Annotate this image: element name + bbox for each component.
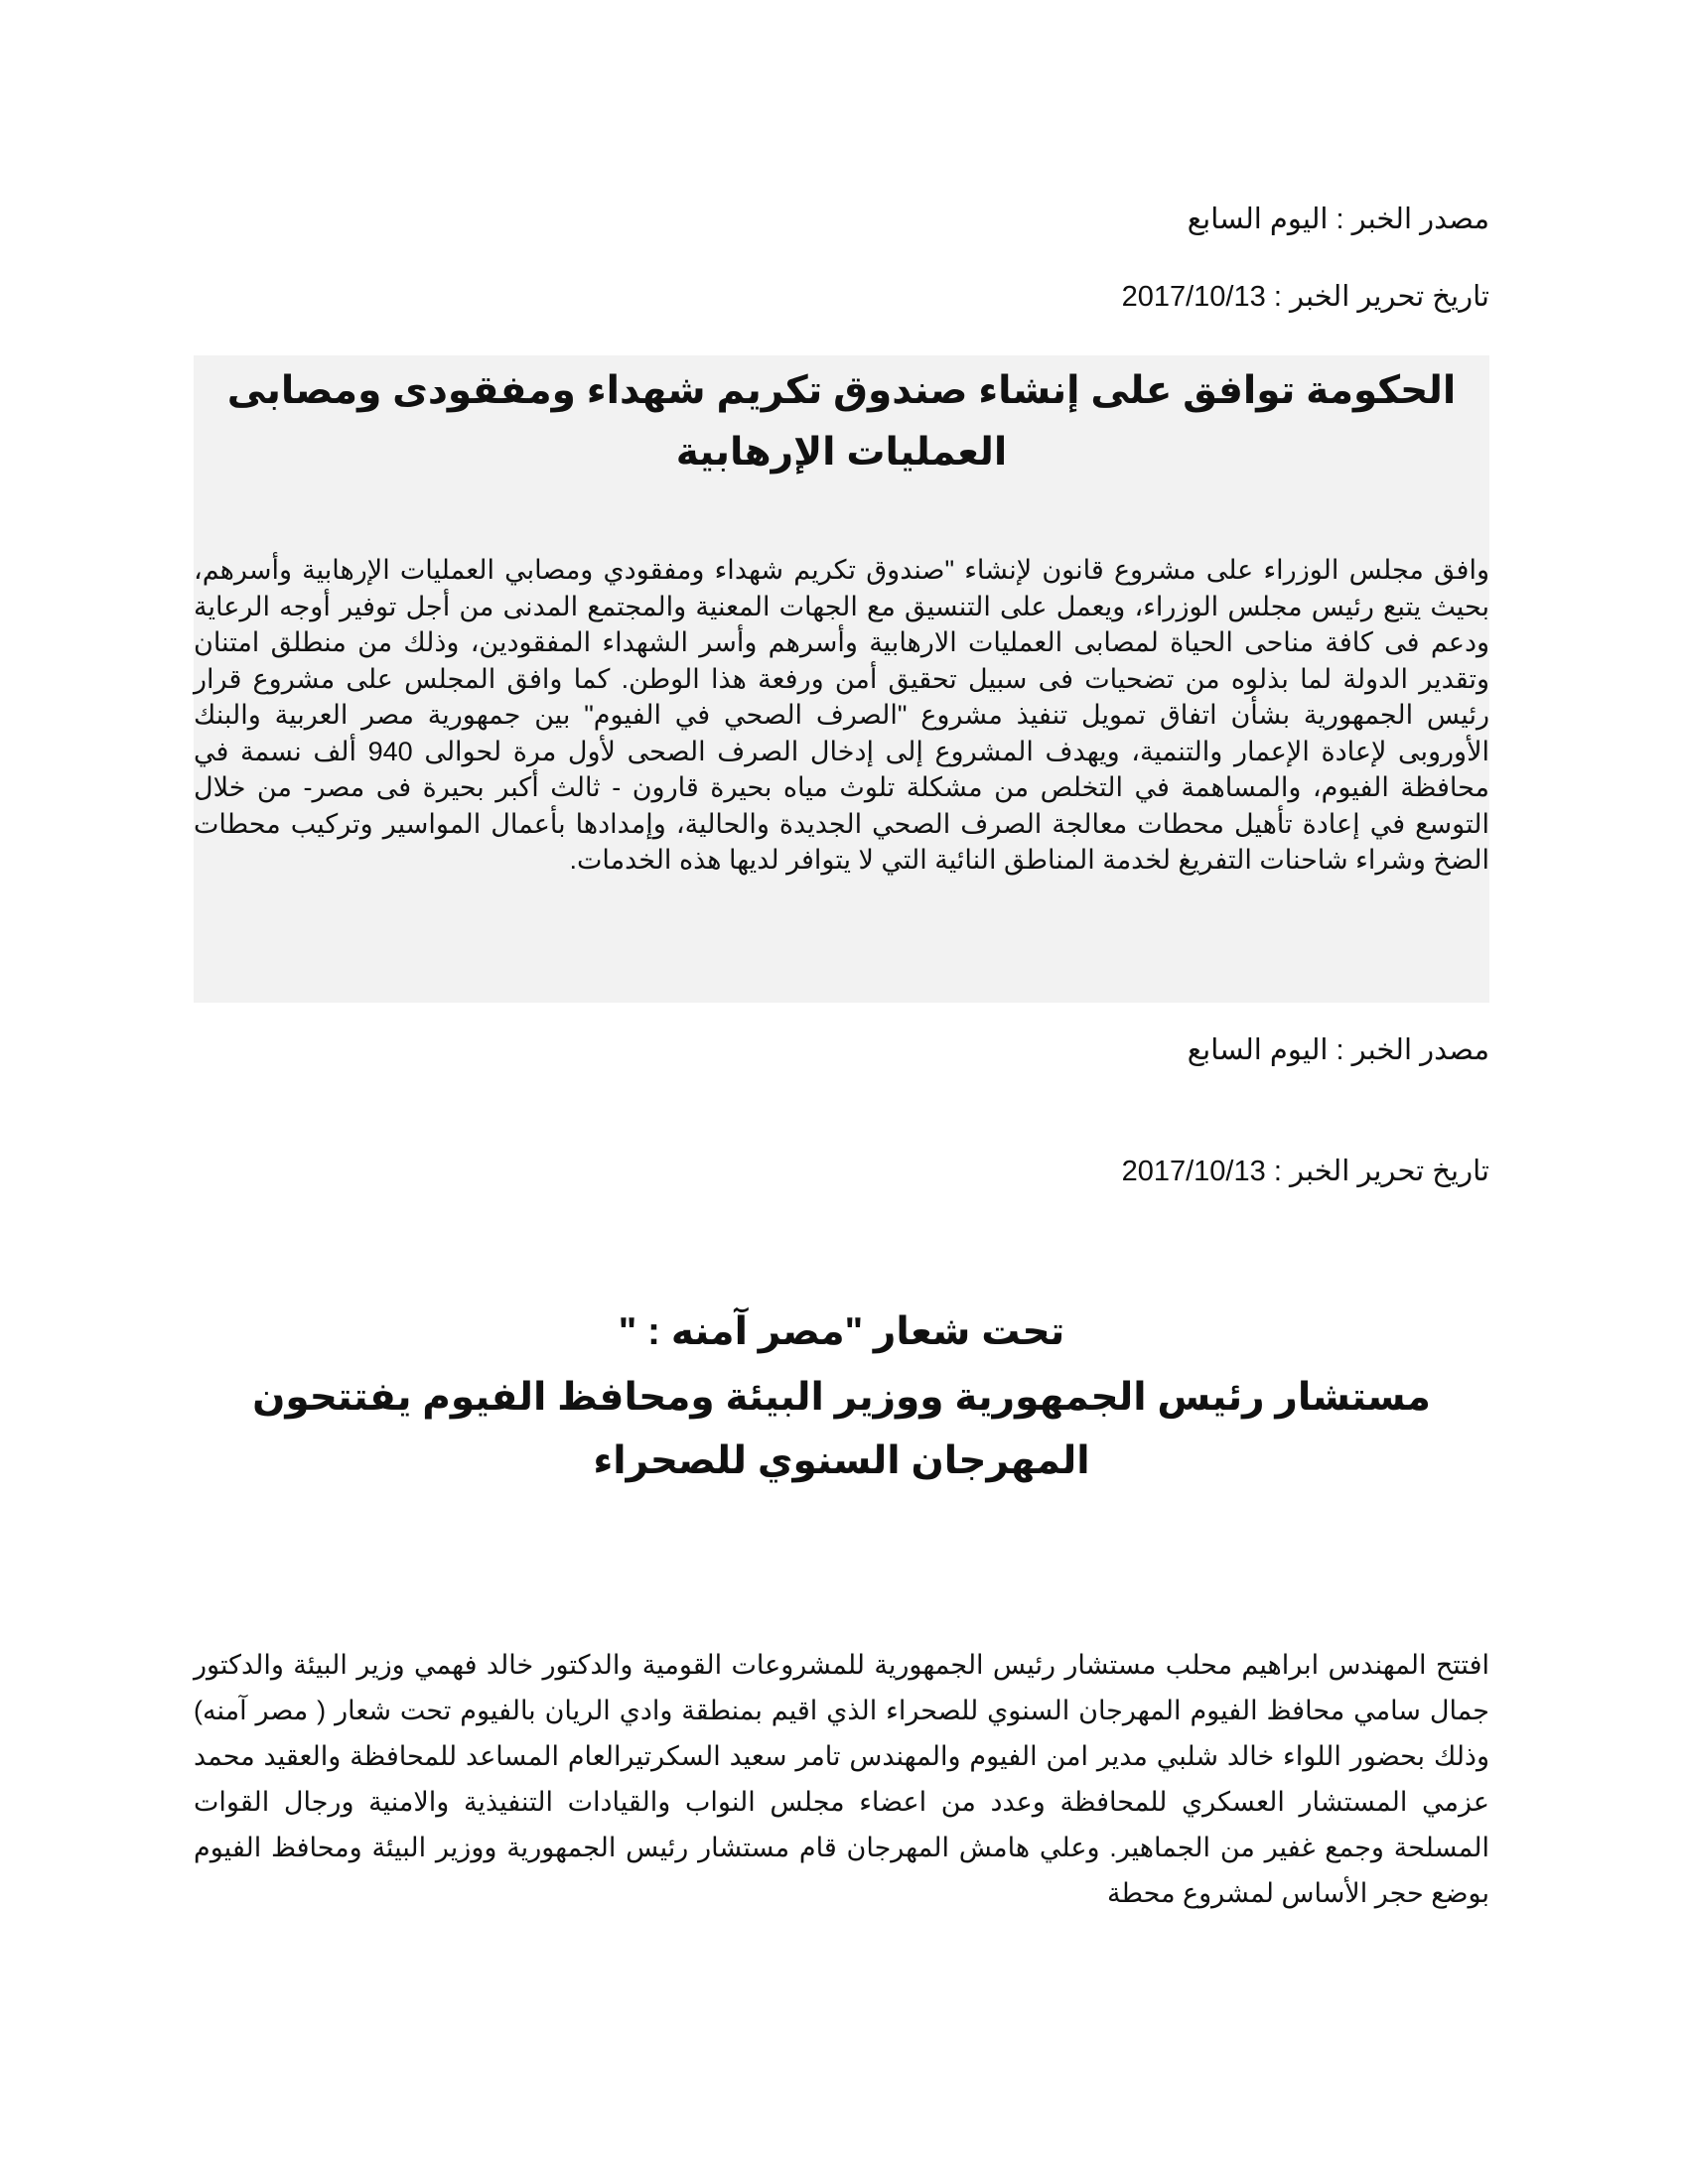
article1-source-label: مصدر الخبر : xyxy=(1336,204,1489,235)
article1-headline: الحكومة توافق على إنشاء صندوق تكريم شهداء ومفقودى ومصابى العمليات الإرهابية xyxy=(226,369,1457,474)
document-page xyxy=(194,0,1489,2184)
article2-source-value: اليوم السابع xyxy=(1187,1034,1329,1066)
article2-source-label: مصدر الخبر : xyxy=(1336,1034,1489,1066)
article2-body: افتتح المهندس ابراهيم محلب مستشار رئيس الجمهورية للمشروعات القومية والدكتور خالد فهمي وزير البيئة والدكتور جمال سامي محافظ الفيوم المهرجان السنوي للصحراء الذي اقيم بمنطقة وادي الريان بالفيوم تحت شعار ( مصر آمنه) وذلك بحضور اللواء خالد شلبي مدير امن الفيوم والمهندس تامر سعيد السكرتيرالعام المساعد للمحافظة والعقيد محمد عزمي المستشار العسكري للمحافظة وعدد من اعضاء مجلس النواب والقيادات التنفيذية والامنية ورجال القوات المسلحة وجمع غفير من الجماهير. وعلي هامش المهرجان قام مستشار رئيس الجمهورية ووزير البيئة ومحافظ الفيوم بوضع حجر الأساس لمشروع محطة xyxy=(194,1650,1489,1908)
article1-source-line xyxy=(1188,202,1489,237)
article2-date-label: تاريخ تحرير الخبر : xyxy=(1273,1156,1489,1187)
article1-date-value: 2017/10/13 xyxy=(1121,281,1266,313)
article1-source-value: اليوم السابع xyxy=(1187,204,1329,235)
article1-body: وافق مجلس الوزراء على مشروع قانون لإنشاء "صندوق تكريم شهداء ومفقودي ومصابي العمليات الإرهابية وأسرهم، بحيث يتبع رئيس مجلس الوزراء، ويعمل على التنسيق مع الجهات المعنية والمجتمع المدنى من أجل توفير أوجه الرعاية ودعم فى كافة مناحى الحياة لمصابى العمليات الارهابية وأسرهم وأسر الشهداء المفقودين، وذلك من منطلق امتنان وتقدير الدولة لما بذلوه من تضحيات فى سبيل تحقيق أمن ورفعة هذا الوطن. كما وافق المجلس على مشروع قرار رئيس الجمهورية بشأن اتفاق تمويل تنفيذ مشروع "الصرف الصحي في الفيوم" بين جمهورية مصر العربية والبنك الأوروبى لإعادة الإعمار والتنمية، ويهدف المشروع إلى إدخال الصرف الصحى لأول مرة لحوالى 940 ألف نسمة في محافظة الفيوم، والمساهمة في التخلص من مشكلة تلوث مياه بحيرة قارون - ثالث أكبر بحيرة فى مصر- من خلال التوسع في إعادة تأهيل محطات معالجة الصرف الصحي الجديدة والحالية، وإمدادها بأعمال المواسير وتركيب محطات الضخ وشراء شاحنات التفريغ لخدمة المناطق النائية التي لا يتوافر لديها هذه الخدمات. xyxy=(194,555,1489,875)
article2-source-line xyxy=(1188,1032,1489,1068)
article2-date-value: 2017/10/13 xyxy=(1121,1156,1266,1187)
article1-date-line xyxy=(1122,279,1489,315)
article2-headline-line2: مستشار رئيس الجمهورية ووزير البيئة ومحافظ الفيوم يفتتحون المهرجان السنوي للصحراء xyxy=(252,1376,1431,1482)
article1-date-label: تاريخ تحرير الخبر : xyxy=(1273,281,1489,313)
article2-date-line xyxy=(1122,1154,1489,1189)
article2-headline-line1: تحت شعار "مصر آمنه : " xyxy=(618,1310,1065,1353)
